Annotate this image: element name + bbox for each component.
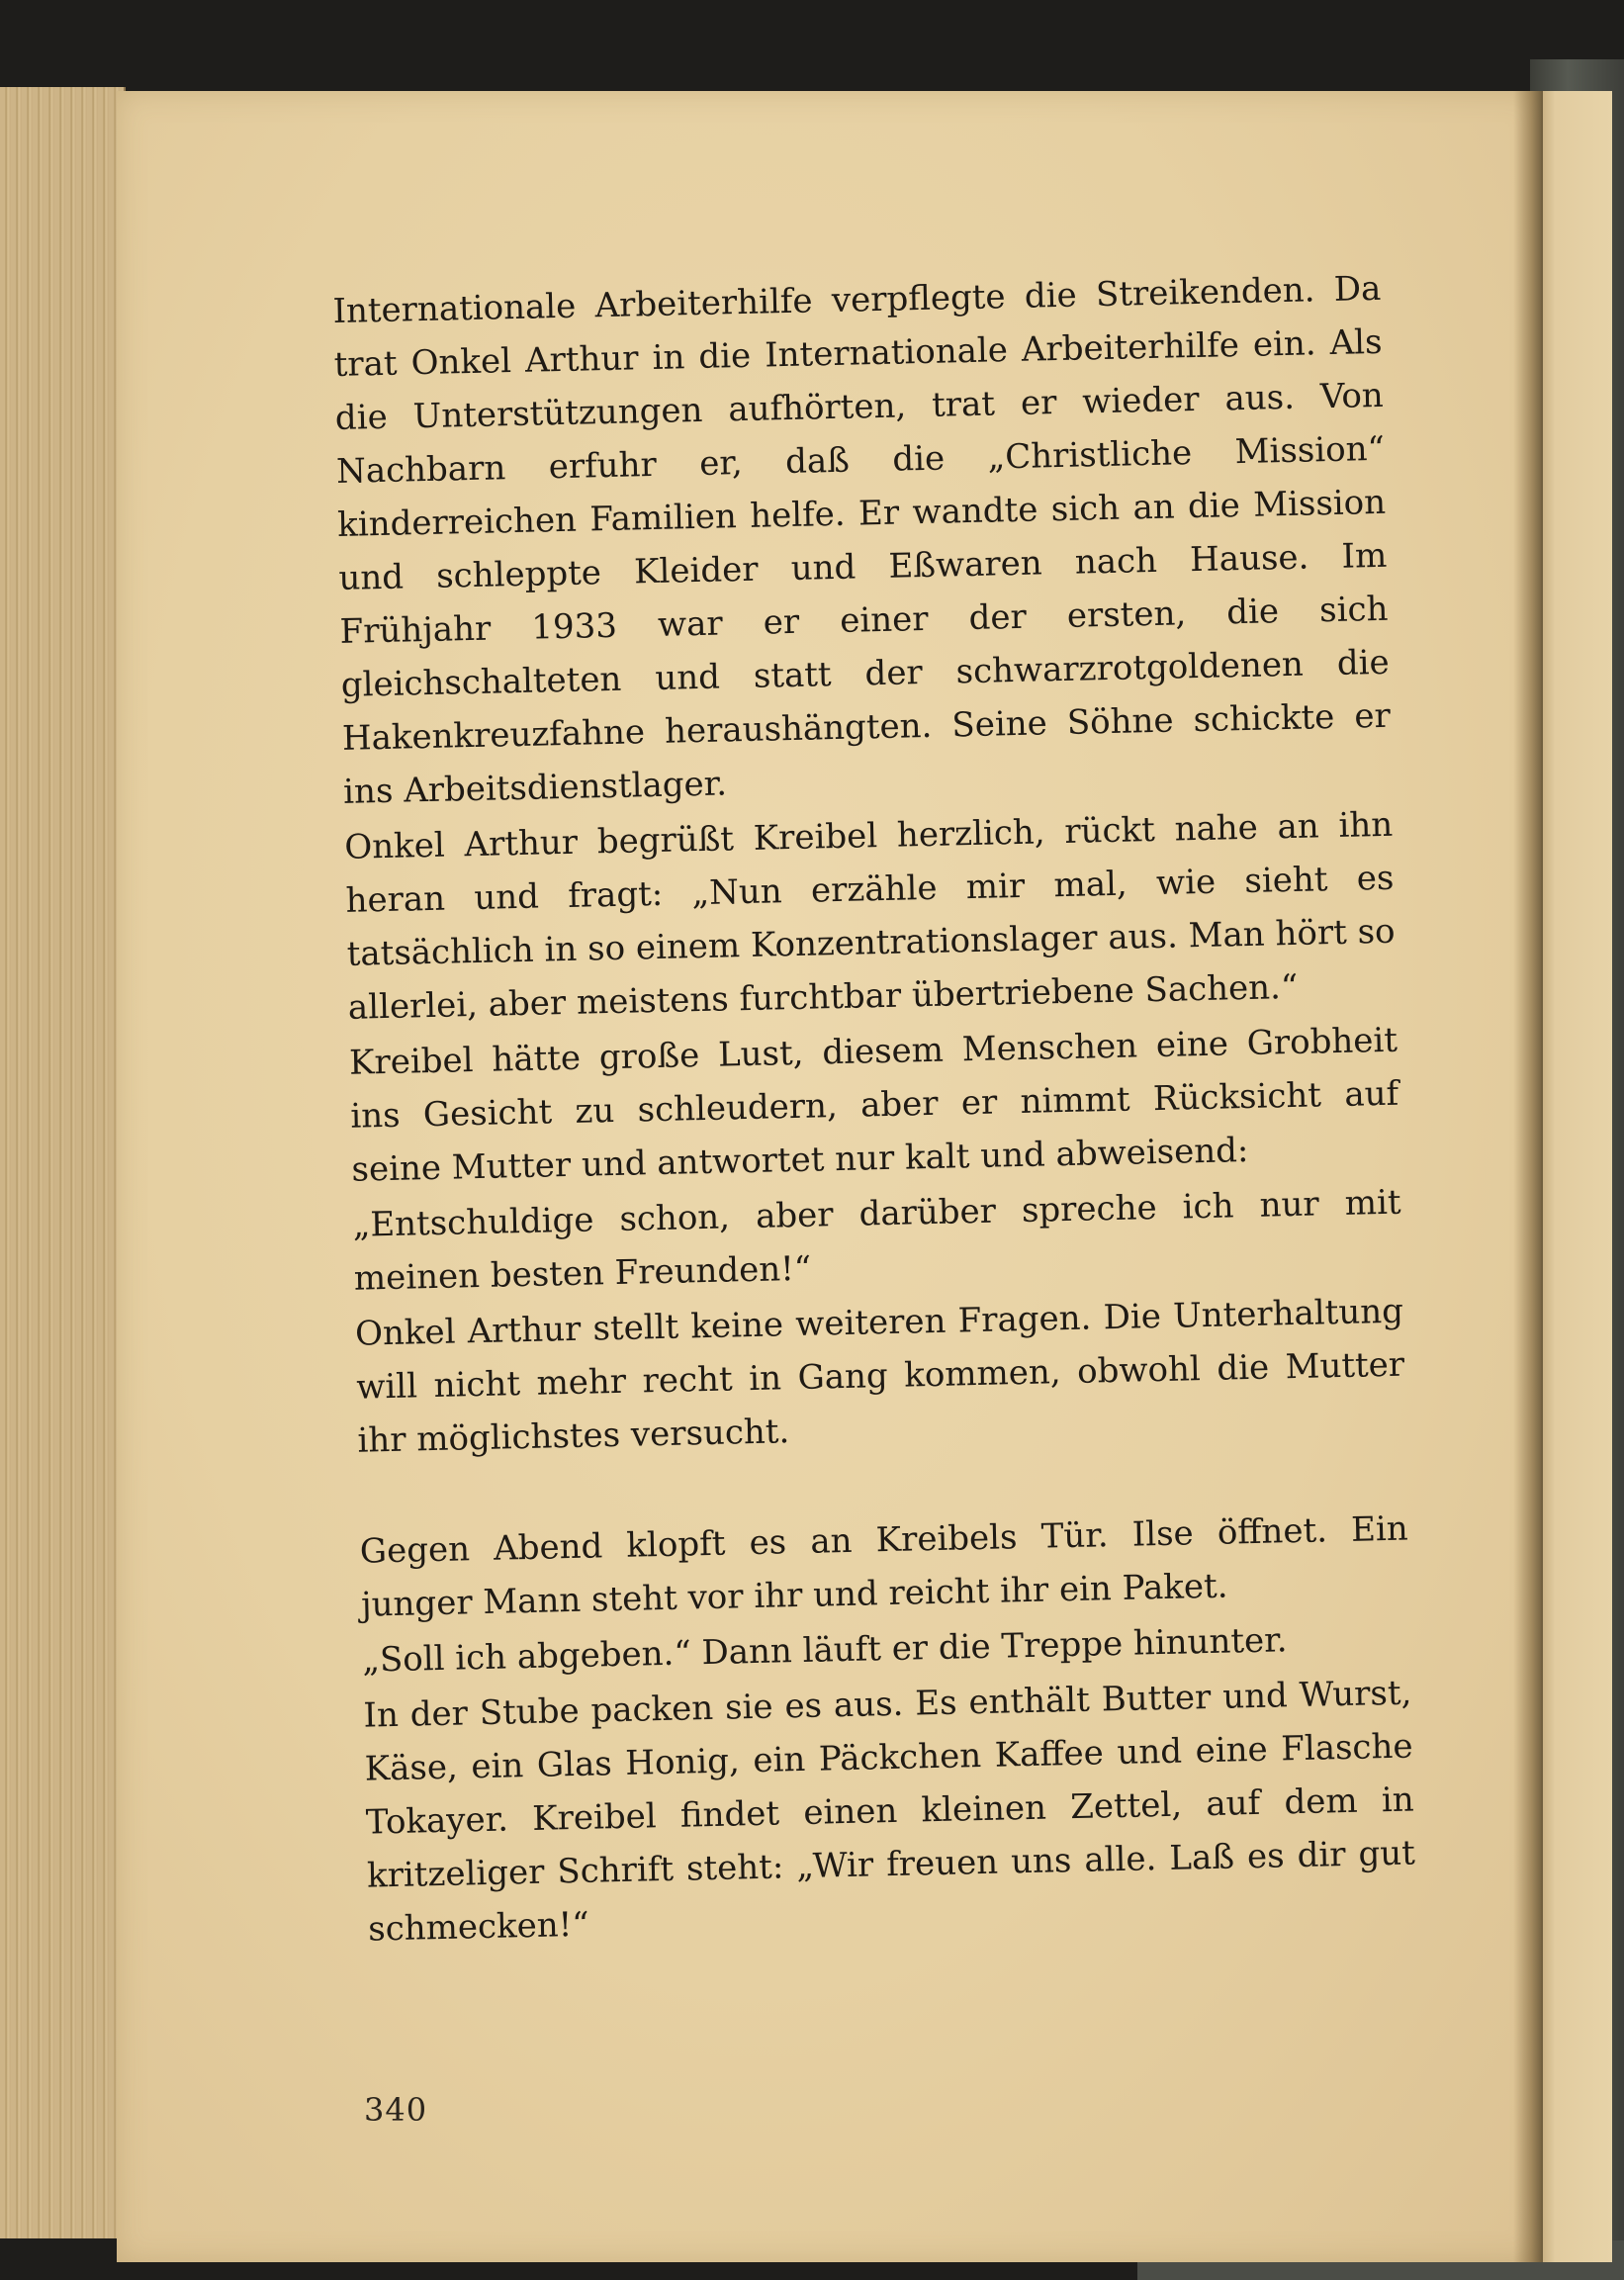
body-text (332, 262, 1417, 1959)
paragraph: Onkel Arthur stellt keine weiteren Fragen. Die Unterhaltung will nicht mehr recht in Gang kommen, obwohl die Mutter ihr möglichstes versucht. (354, 1291, 1405, 1461)
book-page (117, 91, 1541, 2262)
paragraph: Internationale Arbeiterhilfe verpflegte die Streikenden. Da trat Onkel Arthur in die Internationale Arbeiterhilfe ein. Als die Unterstützungen aufhörten, trat er wieder aus. Von Nachbarn erfuhr er, daß die „Christliche Mission“ kinderreichen Familien helfe. Er wandte sich an die Mission und schleppte Kleider und Eßwaren nach Hause. Im Frühjahr 1933 war er einer der ersten, die sich gleichschalteten und statt der schwarzrotgoldenen die Hakenkreuzfahne heraushängten. Seine Söhne schickte er ins Arbeitsdienstlager. (332, 268, 1392, 812)
paragraph: „Entschuldige schon, aber darüber spreche ich nur mit meinen besten Freunden!“ (352, 1182, 1401, 1299)
page-stack-edges (0, 87, 126, 2238)
paragraph: Kreibel hätte große Lust, diesem Menschen eine Grobheit ins Gesicht zu schleudern, aber er nimmt Rücksicht auf seine Mutter und antwortet nur kalt und abweisend: (348, 1020, 1399, 1190)
gutter-shadow (1513, 91, 1543, 2262)
paragraph: In der Stube packen sie es aus. Es enthält Butter und Wurst, Käse, ein Glas Honig, ein Päckchen Kaffee und eine Flasche Tokayer. Kreibel findet einen kleinen Zettel, auf dem in kritzeliger Schrift steht: „Wir freuen uns alle. Laß es dir gut schmecken!“ (363, 1673, 1416, 1950)
paragraph: Gegen Abend klopft es an Kreibels Tür. Ilse öffnet. Ein junger Mann steht vor ihr und reicht ihr ein Paket. (359, 1508, 1409, 1625)
next-page-edge (1531, 91, 1612, 2262)
paragraph: „Soll ich abgeben.“ Dann läuft er die Treppe hinunter. (361, 1620, 1288, 1681)
page-number: 340 (364, 2091, 428, 2129)
paragraph: Onkel Arthur begrüßt Kreibel herzlich, rückt nahe an ihn heran und fragt: „Nun erzähle mir mal, wie sieht es tatsächlich in so einem Konzentrationslager aus. Man hört so allerlei, aber meistens furchtbar übertriebene Sachen.“ (343, 804, 1396, 1028)
